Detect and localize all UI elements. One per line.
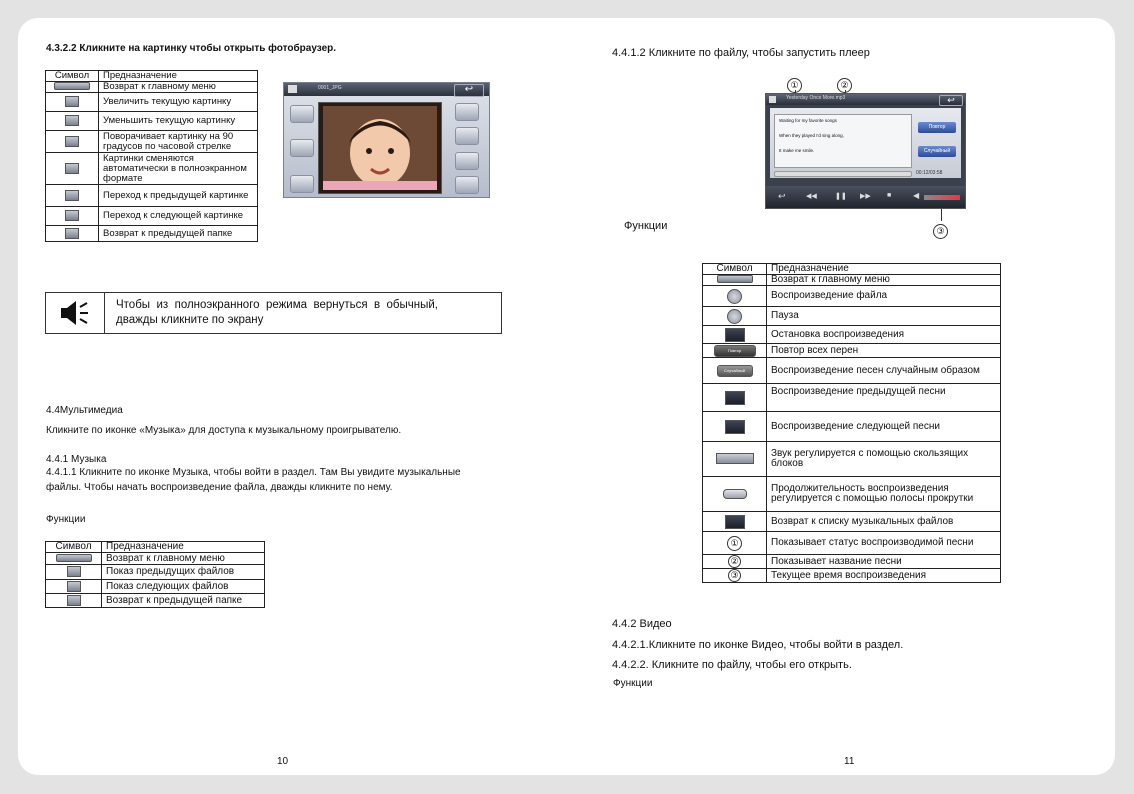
callout-1: ①: [787, 75, 802, 93]
multimedia-text: Кликните по иконке «Музыка» для доступа к музыкальному проигрывателю.: [46, 425, 402, 436]
table-row-text: Возврат к предыдущей папке: [99, 226, 258, 242]
lyrics-line: Waiting for my favorite songs: [779, 118, 837, 123]
photo-heading: 4.3.2.2 Кликните на картинку чтобы открыть фотобраузер.: [46, 43, 337, 54]
next-track-icon: [725, 420, 745, 434]
page-number-left: 10: [277, 756, 289, 767]
header-purpose: Предназначение: [99, 71, 258, 82]
table-row-text: Картинки сменяются автоматически в полноэкранном формате: [99, 153, 258, 185]
table-row-text: Показ предыдущих файлов: [102, 565, 265, 580]
music-text-1: 4.4.1.1 Кликните по иконке Музыка, чтобы войти в раздел. Там Вы увидите музыкальные: [46, 467, 461, 478]
table-row-text: Продолжительность воспроизведения регулируется с помощью полосы прокрутки: [767, 477, 1001, 512]
note-icon-cell: [46, 293, 105, 333]
table-row-text: Переход к следующей картинке: [99, 207, 258, 226]
table-row-text: Увеличить текущую картинку: [99, 93, 258, 112]
note-text: Чтобы из полноэкранного режима вернуться в обычный, дважды кликните по экрану: [116, 299, 438, 326]
next-track-icon[interactable]: ▶▶: [860, 193, 871, 200]
table-row-text: Воспроизведение следующей песни: [767, 412, 1001, 442]
return-list-icon[interactable]: ↩: [778, 191, 786, 201]
pause-icon: [727, 309, 742, 324]
table-row-text: Возврат к главному меню: [102, 553, 265, 565]
callout-2: ②: [837, 75, 852, 93]
table-row-text: Воспроизведение файла: [767, 286, 1001, 307]
table-row-text: Повтор всех перен: [767, 344, 1001, 358]
viewer-zoom-in-button[interactable]: [455, 103, 479, 121]
table-row-text: Воспроизведение песен случайным образом: [767, 358, 1001, 384]
stop-icon[interactable]: ■: [887, 192, 892, 199]
previous-track-icon[interactable]: ◀◀: [806, 193, 817, 200]
header-symbol: Символ: [46, 542, 102, 553]
back-arrow-icon: [54, 82, 90, 90]
song-title: Yesterday Once More.mp3: [786, 95, 846, 101]
photo-viewer-screenshot: [283, 82, 490, 198]
rotate-icon: [65, 136, 79, 147]
speaker-icon: [46, 293, 104, 333]
table-row-text: Возврат к списку музыкальных файлов: [767, 512, 1001, 532]
table-row-text: Пауза: [767, 307, 1001, 326]
header-purpose: Предназначение: [767, 264, 1001, 275]
pause-icon[interactable]: ❚❚: [835, 193, 847, 200]
viewer-prev-button[interactable]: [290, 105, 314, 123]
table-row-text: Возврат к предыдущей папке: [102, 594, 265, 608]
repeat-button-icon: Повтор: [714, 345, 756, 357]
table-row-text: Показ следующих файлов: [102, 580, 265, 594]
back-arrow-icon: [56, 554, 92, 562]
zoom-in-icon: [65, 96, 79, 107]
header-symbol: Символ: [46, 71, 99, 82]
stop-icon: [725, 328, 745, 342]
video-text-2: 4.4.2.2. Кликните по файлу, чтобы его открыть.: [612, 659, 852, 671]
table-row-text: Возврат к главному меню: [767, 275, 1001, 286]
viewer-photo[interactable]: [318, 102, 442, 194]
viewer-folder-button[interactable]: [290, 175, 314, 193]
callout-symbol-1: ①: [727, 536, 742, 551]
prev-files-icon: [67, 566, 81, 577]
music-text-2: файлы. Чтобы начать воспроизведение файла, дважды кликните по нему.: [46, 482, 393, 493]
header-symbol: Символ: [703, 264, 767, 275]
volume-icon: ◀: [913, 191, 920, 200]
lyrics-panel: [774, 114, 912, 168]
back-arrow-icon: [717, 275, 753, 283]
volume-slider[interactable]: [924, 195, 960, 200]
functions-label-right-2: Функции: [613, 678, 653, 689]
volume-slider-icon: [716, 453, 754, 464]
play-icon: [727, 289, 742, 304]
control-bar: [766, 186, 965, 208]
progress-bar[interactable]: [774, 171, 912, 177]
table-row-text: Остановка воспроизведения: [767, 326, 1001, 344]
folder-up-icon: [67, 595, 81, 606]
viewer-title: 0001_JPG: [318, 85, 342, 91]
callout-symbol-2: ②: [728, 555, 741, 568]
video-heading: 4.4.2 Видео: [612, 618, 672, 630]
zoom-out-icon: [65, 115, 79, 126]
current-time: 00:12/03:58: [916, 170, 943, 176]
table-row-text: Звук регулируется с помощью скользящих блоков: [767, 442, 1001, 477]
functions-label-left: Функции: [46, 514, 86, 525]
table-row-text: Переход к предыдущей картинке: [99, 185, 258, 207]
viewer-app-icon: [288, 85, 297, 93]
table-row-text: Уменьшить текущую картинку: [99, 112, 258, 131]
shuffle-button[interactable]: Случайный: [918, 146, 956, 157]
viewer-rotate-button[interactable]: [455, 152, 479, 170]
repeat-button[interactable]: Повтор: [918, 122, 956, 133]
table-row-text: Воспроизведение предыдущей песни: [767, 384, 1001, 412]
prev-icon: [65, 190, 79, 201]
shuffle-button-icon: Случайный: [717, 365, 753, 377]
note-box: [45, 292, 502, 334]
player-back-button[interactable]: ↩: [939, 95, 963, 106]
file-functions-table: [45, 541, 265, 608]
music-heading: 4.4.1 Музыка: [46, 454, 107, 465]
child-photo: [319, 103, 441, 193]
header-purpose: Предназначение: [102, 542, 265, 553]
return-list-icon: [725, 515, 745, 529]
page-number-right: 11: [844, 756, 855, 767]
next-files-icon: [67, 581, 81, 592]
viewer-zoom-out-button[interactable]: [455, 127, 479, 145]
music-note-icon: [769, 96, 776, 103]
table-row-text: Показывает название песни: [767, 555, 1001, 569]
folder-up-icon: [65, 228, 79, 239]
player-heading: 4.4.1.2 Кликните по файлу, чтобы запустить плеер: [612, 47, 870, 59]
table-row-text: Текущее время воспроизведения: [767, 569, 1001, 583]
player-functions-table: [702, 263, 1001, 583]
functions-label-right: Функции: [624, 220, 668, 232]
progress-bar-icon: [723, 489, 747, 499]
viewer-slideshow-button[interactable]: [455, 176, 479, 194]
table-row-text: Поворачивает картинку на 90 градусов по часовой стрелке: [99, 131, 258, 153]
lyrics-line: It make me smile.: [779, 148, 815, 153]
photo-functions-table: [45, 70, 258, 242]
callout-symbol-3: ③: [728, 569, 741, 582]
table-row-text: Показывает статус воспроизводимой песни: [767, 532, 1001, 555]
viewer-next-button[interactable]: [290, 139, 314, 157]
music-player-screenshot: [765, 93, 966, 209]
table-row-text: Возврат к главному меню: [99, 82, 258, 93]
lyrics-line: When they played I'd sing along,: [779, 133, 844, 138]
next-icon: [65, 210, 79, 221]
viewer-back-button[interactable]: ↩: [454, 84, 484, 97]
callout-3: ③: [933, 221, 948, 239]
slideshow-icon: [65, 163, 79, 174]
previous-track-icon: [725, 391, 745, 405]
multimedia-heading: 4.4Мультимедиа: [46, 405, 123, 416]
video-text-1: 4.4.2.1.Кликните по иконке Видео, чтобы войти в раздел.: [612, 639, 904, 651]
